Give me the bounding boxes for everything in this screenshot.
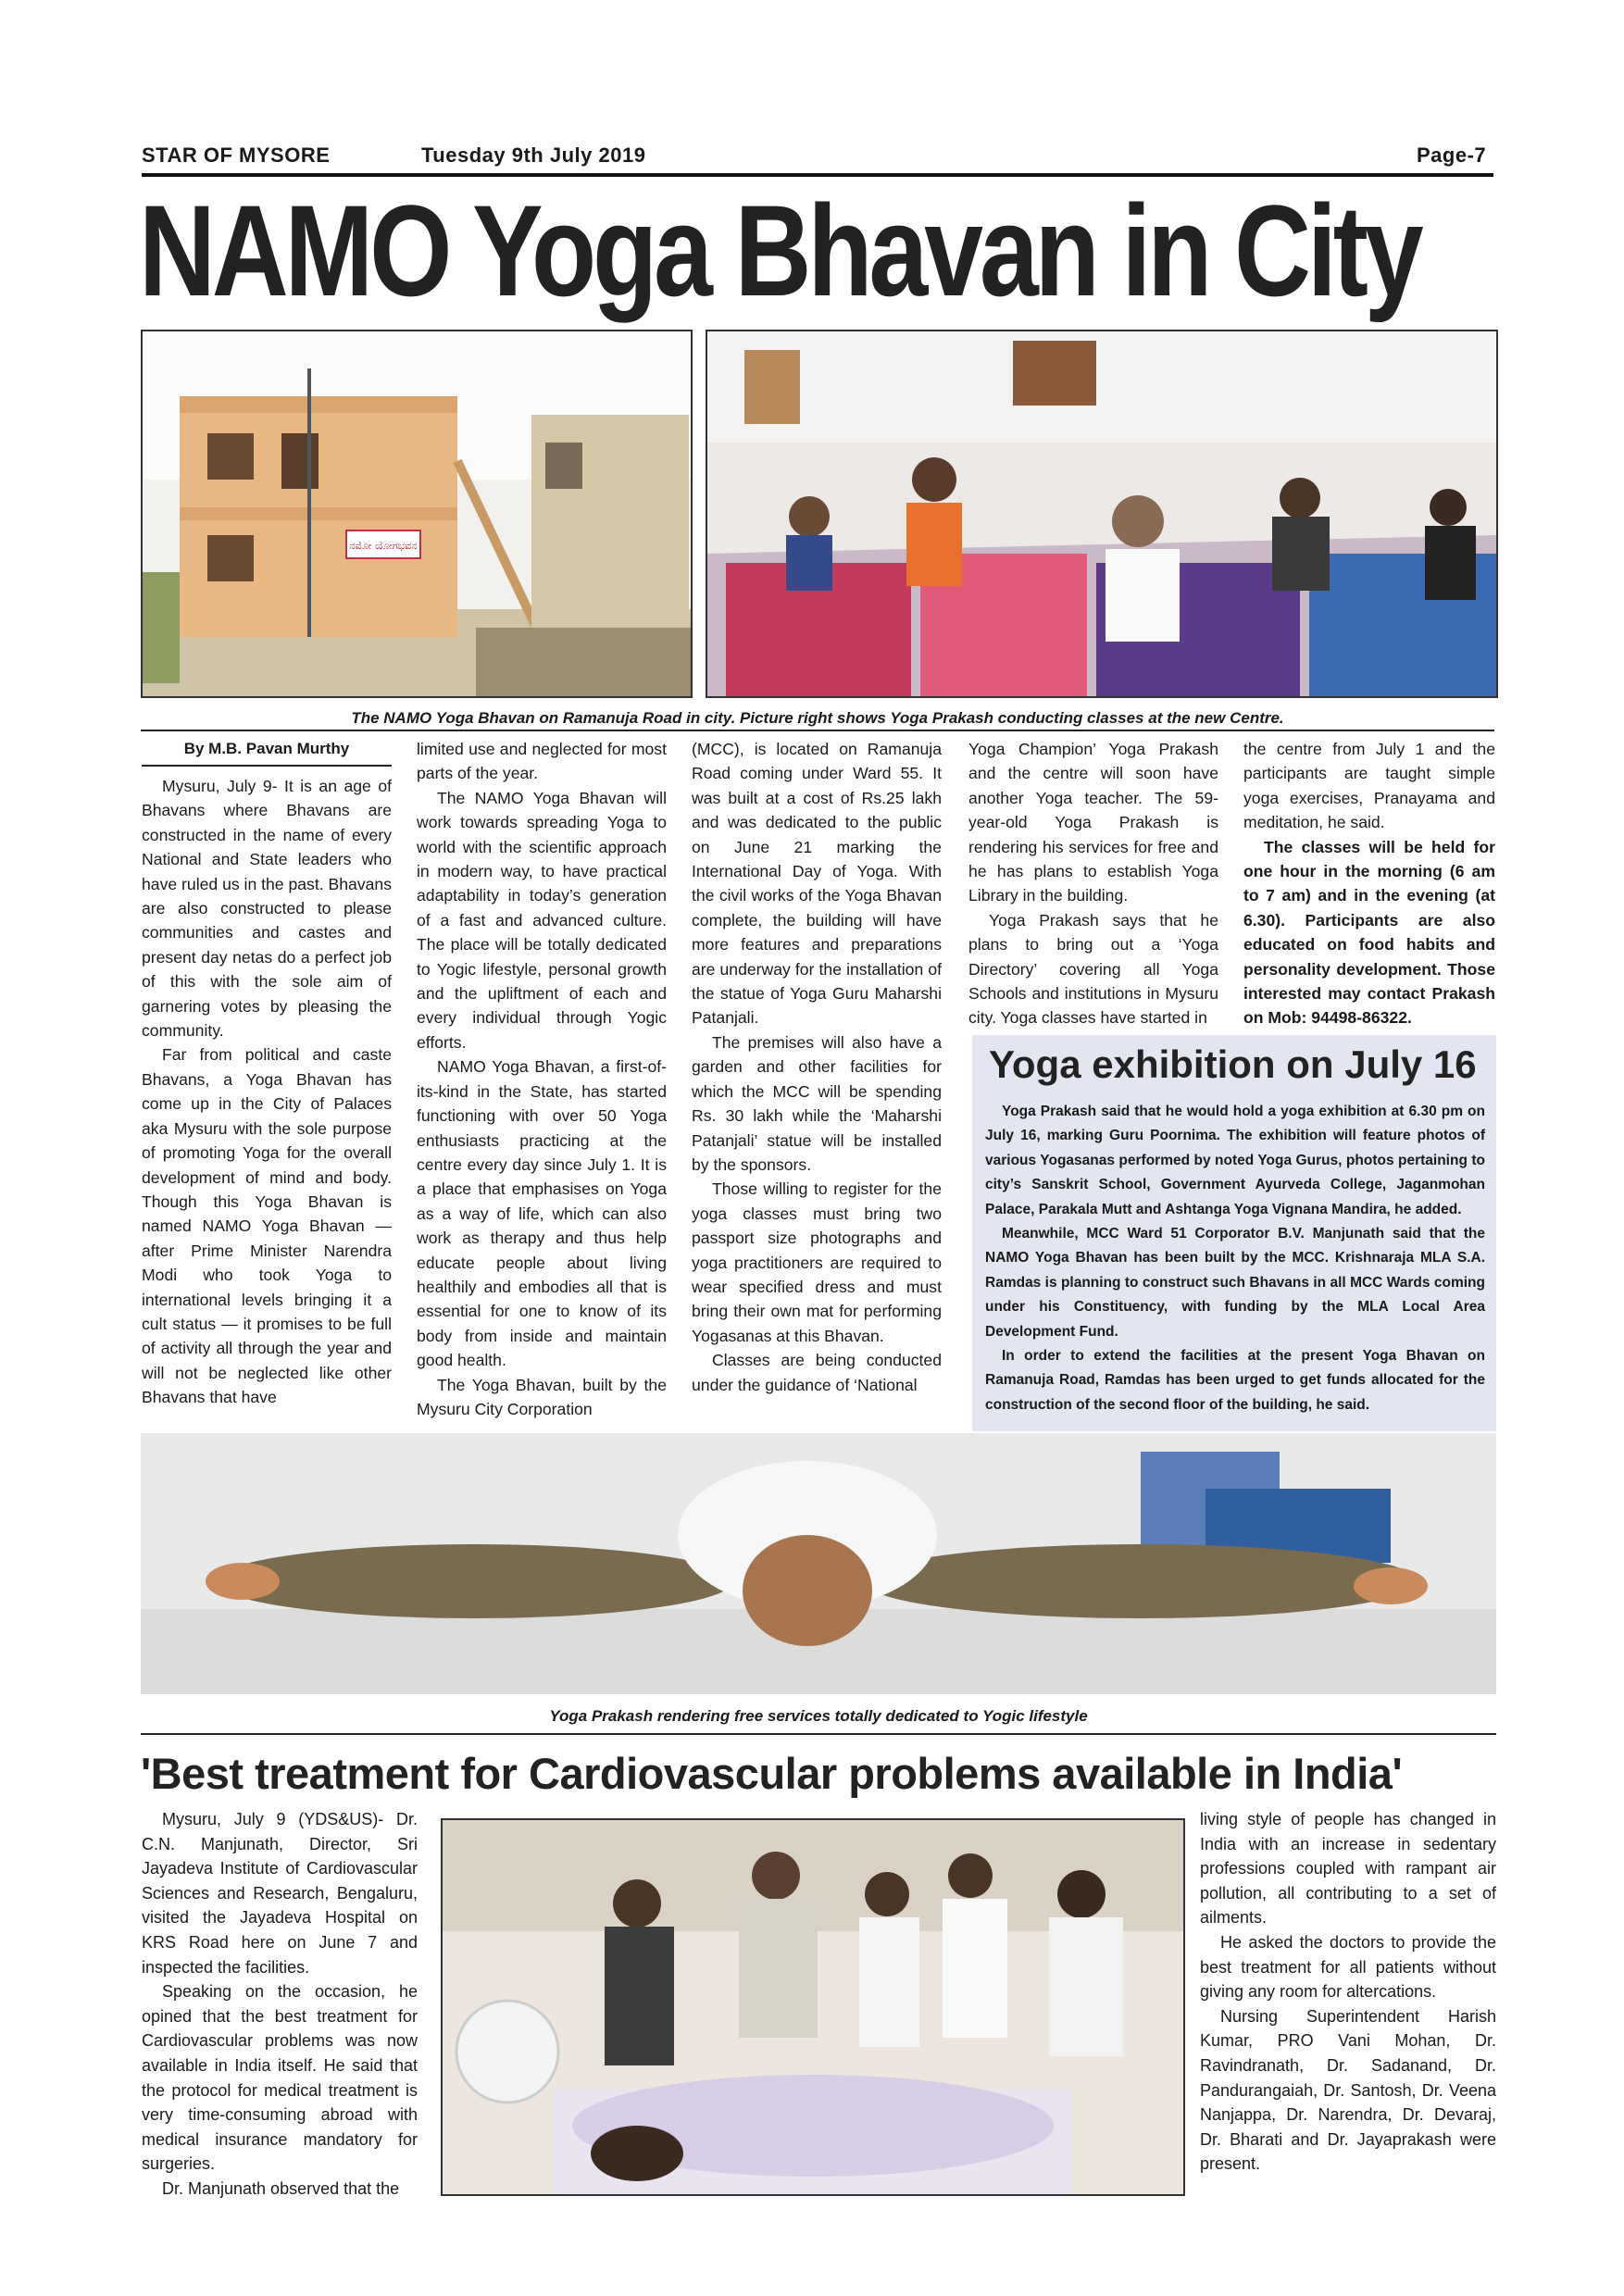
paragraph: Meanwhile, MCC Ward 51 Corporator B.V. Manjunath said that the NAMO Yoga Bhavan has been built by the MCC. Krishnaraja MLA S.A. Ramdas is planning to construct such Bhavans in all MCC Wards coming under his Constituency, with funding by the MLA Local Area Development Fund. bbox=[985, 1226, 1485, 1340]
story-column-4 bbox=[968, 737, 1218, 1030]
yoga-class-photo bbox=[706, 330, 1498, 698]
main-headline: NAMO Yoga Bhavan in City bbox=[139, 178, 1420, 323]
page-number: Page-7 bbox=[1417, 144, 1487, 167]
paragraph: The Yoga Bhavan, built by the Mysuru City Corporation bbox=[417, 1375, 667, 1418]
paper-name: STAR OF MYSORE bbox=[142, 144, 331, 167]
paragraph: Yoga Prakash says that he plans to bring out a ‘Yoga Directory’ covering all Yoga Schools and institutions in Mysuru city. Yoga classes have started in bbox=[968, 910, 1218, 1028]
yoga-pose-illustration bbox=[141, 1433, 1496, 1694]
story-column-2 bbox=[417, 737, 667, 1421]
paragraph: Dr. Manjunath observed that the bbox=[162, 2178, 400, 2198]
paragraph: limited use and neglected for most parts of the year. bbox=[417, 740, 667, 783]
cardio-headline: 'Best treatment for Cardiovascular problems available in India' bbox=[141, 1749, 1403, 1798]
contact-paragraph: The classes will be held for one hour in the morning (6 am to 7 am) and in the evening (at 6.30). Participants are also educated on food habits and personality development. Those interested may contact Prakash on Mob: 94498-86322. bbox=[1243, 837, 1495, 1028]
paragraph: Yoga Prakash said that he would hold a yoga exhibition at 6.30 pm on July 16, marking Guru Poornima. The exhibition will feature photos of various Yogasanas performed by noted Yoga Gurus, photos pertaining to city’s Sanskrit School, Government Ayurveda College, Jaganmohan Palace, Parakala Mutt and Ashtanga Yoga Vignana Mandira, he added. bbox=[985, 1104, 1485, 1217]
paragraph: The NAMO Yoga Bhavan will work towards spreading Yoga to world with the scientific approach in modern way, to have practical adaptability in today’s generation of a fast and advanced culture. The place will be totally dedicated to Yogic lifestyle, personal growth and the upliftment of each and every individual through Yogic efforts. bbox=[417, 788, 667, 1052]
yoga-pose-caption: Yoga Prakash rendering free services totally dedicated to Yogic lifestyle bbox=[549, 1707, 1088, 1725]
paragraph: Yoga Champion’ Yoga Prakash and the centre will soon have another Yoga teacher. The 59-year-old Yoga Prakash is rendering his services for free and he has plans to establish Yoga Library in the building. bbox=[968, 740, 1218, 905]
yoga-pose-photo bbox=[141, 1433, 1496, 1694]
cardio-left-column bbox=[142, 1807, 418, 2202]
building-illustration bbox=[143, 331, 691, 696]
paragraph: He asked the doctors to provide the best treatment for all patients without giving any room for altercations. bbox=[1200, 1932, 1496, 2002]
paragraph: Far from political and caste Bhavans, a Yoga Bhavan has come up in the City of Palaces aka Mysuru with the sole purpose of promoting Yoga for the overall development of mind and body. Though this Yoga Bhavan is named NAMO Yoga Bhavan — after Prime Minister Narendra Modi who took Yoga to international levels bringing it a cult status — it promises to be full of activity all through the year and will not be neglected like other Bhavans that have bbox=[142, 1045, 392, 1407]
paragraph: Mysuru, July 9- It is an age of Bhavans where Bhavans are constructed in the name of every National and State leaders who have ruled us in the past. Bhavans are also constructed to please communities and castes and present day netas do a perfect job of this with the sole aim of garnering votes by pleasing the community. bbox=[142, 777, 392, 1041]
caption-rule bbox=[141, 730, 1494, 731]
story-column-3 bbox=[692, 737, 942, 1397]
building-sign-text: ನಮೋ ಯೋಗಭವನ bbox=[349, 540, 418, 552]
story-column-5 bbox=[1243, 737, 1495, 1030]
yoga-class-illustration bbox=[707, 331, 1496, 696]
hospital-photo bbox=[441, 1818, 1185, 2196]
masthead-rule bbox=[142, 173, 1493, 177]
exhibition-title: Yoga exhibition on July 16 bbox=[989, 1042, 1477, 1086]
paragraph: Nursing Superintendent Harish Kumar, PRO Vani Mohan, Dr. Ravindranath, Dr. Sadanand, Dr. Pandurangaiah, Dr. Santosh, Dr. Veena Nanjappa, Dr. Narendra, Dr. Devaraj, Dr. Bharati and Dr. Jayaprakash were present. bbox=[1200, 2006, 1496, 2174]
building-photo bbox=[141, 330, 693, 698]
byline: By M.B. Pavan Murthy bbox=[183, 740, 350, 757]
paragraph: Those willing to register for the yoga classes must bring two passport size photographs and yoga practitioners are required to wear specified dress and must bring their own mat for performing Yogasanas at this Bhavan. bbox=[692, 1179, 942, 1345]
exhibition-box bbox=[972, 1035, 1496, 1431]
story-column-1 bbox=[142, 737, 392, 1410]
cardio-right-column bbox=[1200, 1807, 1496, 2177]
paragraph: living style of people has changed in India with an increase in sedentary professions coupled with rampant air pollution, all contributing to a set of ailments. bbox=[1200, 1810, 1496, 1928]
paragraph: the centre from July 1 and the participants are taught simple yoga exercises, Pranayama and meditation, he said. bbox=[1243, 740, 1495, 832]
top-photo-caption: The NAMO Yoga Bhavan on Ramanuja Road in city. Picture right shows Yoga Prakash conducting classes at the new Centre. bbox=[351, 709, 1284, 727]
hospital-illustration bbox=[443, 1820, 1183, 2194]
section-rule bbox=[141, 1733, 1496, 1735]
paragraph: NAMO Yoga Bhavan, a first-of-its-kind in the State, has started functioning with over 50 Yoga enthusiasts practicing at the centre every day since July 1. It is a place that emphasises on Yoga as a way of life, which can also work as therapy and thus help educate people about living healthily and embodies all that is essential for one to know of its body from inside and maintain good health. bbox=[417, 1057, 667, 1370]
byline-rule bbox=[142, 765, 392, 767]
paragraph: In order to extend the facilities at the present Yoga Bhavan on Ramanuja Road, Ramdas has been urged to get funds allocated for the construction of the second floor of the building, he said. bbox=[985, 1348, 1485, 1413]
paragraph: Classes are being conducted under the guidance of ‘National bbox=[692, 1351, 942, 1394]
exhibition-text bbox=[985, 1100, 1485, 1417]
paragraph: Mysuru, July 9 (YDS&US)- Dr. C.N. Manjunath, Director, Sri Jayadeva Institute of Cardiovascular Sciences and Research, Bengaluru, visited the Jayadeva Hospital on KRS Road here on June 7 and inspected the facilities. bbox=[142, 1810, 418, 1977]
paragraph: Speaking on the occasion, he opined that the best treatment for Cardiovascular problems was now available in India itself. He said that the protocol for medical treatment is very time-consuming abroad with medical insurance mandatory for surgeries. bbox=[142, 1982, 418, 2174]
paragraph: (MCC), is located on Ramanuja Road coming under Ward 55. It was built at a cost of Rs.25 lakh and was dedicated to the public on June 21 marking the International Day of Yoga. With the civil works of the Yoga Bhavan complete, the building will have more features and preparations are underway for the installation of the statue of Yoga Guru Maharshi Patanjali. bbox=[692, 740, 942, 1028]
paragraph: The premises will also have a garden and other facilities for which the MCC will be spending Rs. 30 lakh while the ‘Maharshi Patanjali’ statue will be installed by the sponsors. bbox=[692, 1032, 942, 1174]
issue-date: Tuesday 9th July 2019 bbox=[421, 144, 646, 167]
